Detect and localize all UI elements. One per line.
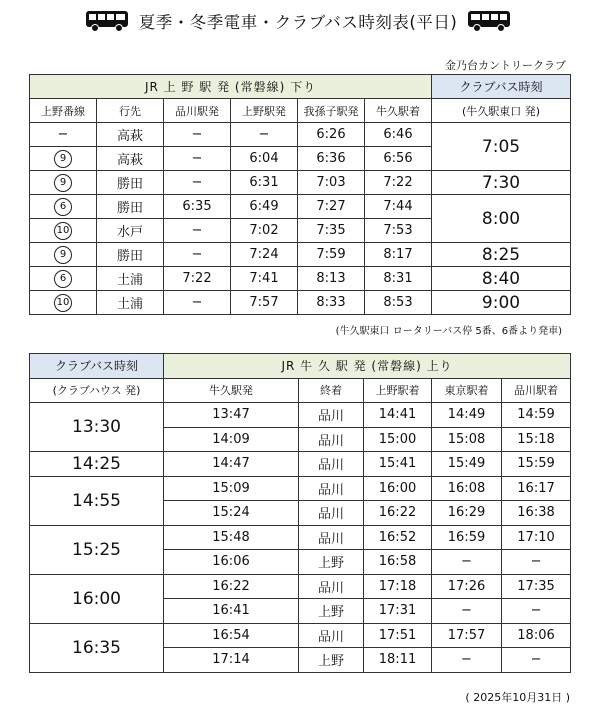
table-row: [30, 123, 571, 147]
bus-title: クラブバス時刻: [432, 75, 571, 99]
platform-number-badge: 9: [54, 246, 72, 264]
time-cell: 17:57: [432, 623, 502, 648]
time-cell: −: [502, 550, 571, 575]
platform-number-badge: 10: [54, 222, 72, 240]
bus-time-cell: 14:25: [30, 452, 164, 477]
destination-cell: 品川: [299, 525, 364, 550]
bus-time-cell: 7:30: [432, 171, 571, 195]
time-cell: 15:18: [502, 427, 571, 452]
platform-cell: [30, 267, 97, 291]
time-cell: 15:08: [432, 427, 502, 452]
destination-cell: 品川: [299, 501, 364, 526]
time-cell: 14:41: [364, 403, 432, 428]
title-row: [0, 6, 596, 36]
column-header: 行先: [97, 99, 164, 123]
time-cell: 7:22: [164, 267, 231, 291]
destination-cell: 品川: [299, 403, 364, 428]
time-cell: 8:53: [365, 291, 432, 315]
column-header: 上野番線: [30, 99, 97, 123]
bus-time-cell: 8:00: [432, 195, 571, 243]
platform-cell: [30, 195, 97, 219]
bus-icon: [85, 10, 129, 32]
bus-subtitle: (クラブハウス 発): [30, 378, 164, 403]
ueno-departure-table: [29, 74, 571, 315]
time-cell: 16:06: [164, 550, 299, 575]
column-header: 品川駅着: [502, 378, 571, 403]
time-cell: 16:52: [364, 525, 432, 550]
bus-time-cell: 16:00: [30, 574, 164, 623]
time-cell: 16:41: [164, 599, 299, 624]
table-row: [30, 476, 571, 501]
time-cell: −: [502, 599, 571, 624]
table-row: [30, 403, 571, 428]
time-cell: 8:13: [298, 267, 365, 291]
column-header: 東京駅着: [432, 378, 502, 403]
time-cell: 7:03: [298, 171, 365, 195]
time-cell: 6:31: [231, 171, 298, 195]
time-cell: 6:49: [231, 195, 298, 219]
time-cell: 16:58: [364, 550, 432, 575]
column-header: 牛久駅着: [365, 99, 432, 123]
table-row: [30, 267, 571, 291]
time-cell: 18:11: [364, 648, 432, 673]
time-cell: 7:24: [231, 243, 298, 267]
time-cell: −: [164, 147, 231, 171]
time-cell: −: [164, 243, 231, 267]
time-cell: 16:08: [432, 476, 502, 501]
time-cell: 16:59: [432, 525, 502, 550]
platform-cell: [30, 147, 97, 171]
destination-cell: 上野: [299, 599, 364, 624]
destination-cell: 品川: [299, 427, 364, 452]
bus-time-cell: 13:30: [30, 403, 164, 452]
table-row: [30, 171, 571, 195]
time-cell: 17:18: [364, 574, 432, 599]
time-cell: 16:22: [364, 501, 432, 526]
destination-cell: 品川: [299, 623, 364, 648]
platform-number-badge: 6: [54, 198, 72, 216]
bus-title: クラブバス時刻: [30, 354, 164, 379]
time-cell: −: [164, 219, 231, 243]
bus-time-cell: 14:55: [30, 476, 164, 525]
platform-cell: −: [30, 123, 97, 147]
time-cell: 7:53: [365, 219, 432, 243]
time-cell: 17:51: [364, 623, 432, 648]
time-cell: 6:04: [231, 147, 298, 171]
destination-cell: 品川: [299, 476, 364, 501]
time-cell: 17:14: [164, 648, 299, 673]
platform-cell: [30, 219, 97, 243]
destination-cell: 高萩: [97, 123, 164, 147]
column-header: 牛久駅発: [164, 378, 299, 403]
time-cell: 15:49: [432, 452, 502, 477]
column-header: 上野駅着: [364, 378, 432, 403]
platform-cell: [30, 291, 97, 315]
bus-time-cell: 15:25: [30, 525, 164, 574]
column-header: 我孫子駅発: [298, 99, 365, 123]
platform-number-badge: 10: [54, 294, 72, 312]
table-row: [30, 452, 571, 477]
time-cell: 7:41: [231, 267, 298, 291]
time-cell: 15:24: [164, 501, 299, 526]
bus-time-cell: 8:40: [432, 267, 571, 291]
time-cell: −: [432, 550, 502, 575]
time-cell: −: [432, 648, 502, 673]
time-cell: 17:10: [502, 525, 571, 550]
bus-time-cell: 9:00: [432, 291, 571, 315]
page-title: 夏季・冬季電車・クラブバス時刻表(平日): [138, 13, 458, 32]
destination-cell: 高萩: [97, 147, 164, 171]
ushiku-departure-table: [29, 353, 571, 673]
column-header: 品川駅発: [164, 99, 231, 123]
time-cell: 7:35: [298, 219, 365, 243]
platform-number-badge: 6: [54, 270, 72, 288]
destination-cell: 品川: [299, 452, 364, 477]
destination-cell: 水戸: [97, 219, 164, 243]
time-cell: 8:31: [365, 267, 432, 291]
table-row: [30, 623, 571, 648]
platform-number-badge: 9: [54, 150, 72, 168]
time-cell: 8:17: [365, 243, 432, 267]
time-cell: 14:49: [432, 403, 502, 428]
time-cell: 15:41: [364, 452, 432, 477]
section-title: JR 牛 久 駅 発 (常磐線) 上り: [164, 354, 571, 379]
time-cell: 18:06: [502, 623, 571, 648]
table-row: [30, 291, 571, 315]
column-header: 終着: [299, 378, 364, 403]
time-cell: −: [432, 599, 502, 624]
time-cell: −: [164, 291, 231, 315]
time-cell: −: [164, 171, 231, 195]
time-cell: 15:48: [164, 525, 299, 550]
destination-cell: 土浦: [97, 267, 164, 291]
time-cell: −: [164, 123, 231, 147]
time-cell: 14:59: [502, 403, 571, 428]
time-cell: 13:47: [164, 403, 299, 428]
time-cell: 16:38: [502, 501, 571, 526]
time-cell: 7:02: [231, 219, 298, 243]
time-cell: −: [231, 123, 298, 147]
time-cell: 15:59: [502, 452, 571, 477]
platform-cell: [30, 243, 97, 267]
time-cell: 7:57: [231, 291, 298, 315]
destination-cell: 品川: [299, 574, 364, 599]
effective-date: ( 2025年10月31日 ): [465, 691, 570, 704]
destination-cell: 上野: [299, 648, 364, 673]
section-title: JR 上 野 駅 発 (常磐線) 下り: [30, 75, 432, 99]
platform-cell: [30, 171, 97, 195]
time-cell: 16:00: [364, 476, 432, 501]
time-cell: 16:29: [432, 501, 502, 526]
table-row: [30, 574, 571, 599]
bus-time-cell: 16:35: [30, 623, 164, 672]
destination-cell: 勝田: [97, 195, 164, 219]
bus-time-cell: 8:25: [432, 243, 571, 267]
time-cell: 6:56: [365, 147, 432, 171]
time-cell: 14:09: [164, 427, 299, 452]
time-cell: 8:33: [298, 291, 365, 315]
time-cell: 6:36: [298, 147, 365, 171]
destination-cell: 勝田: [97, 243, 164, 267]
time-cell: 7:27: [298, 195, 365, 219]
club-name: 金乃台カントリークラブ: [445, 59, 566, 72]
time-cell: 14:47: [164, 452, 299, 477]
time-cell: −: [502, 648, 571, 673]
time-cell: 15:00: [364, 427, 432, 452]
time-cell: 6:35: [164, 195, 231, 219]
time-cell: 6:46: [365, 123, 432, 147]
destination-cell: 土浦: [97, 291, 164, 315]
time-cell: 16:54: [164, 623, 299, 648]
time-cell: 17:35: [502, 574, 571, 599]
time-cell: 7:44: [365, 195, 432, 219]
column-header: 上野駅発: [231, 99, 298, 123]
time-cell: 6:26: [298, 123, 365, 147]
time-cell: 17:31: [364, 599, 432, 624]
destination-cell: 勝田: [97, 171, 164, 195]
bus-time-cell: 7:05: [432, 123, 571, 171]
table-row: [30, 525, 571, 550]
bus-stop-note: (牛久駅東口 ロータリーバス停 5番、6番より発車): [335, 326, 562, 337]
bus-subtitle: (牛久駅東口 発): [432, 99, 571, 123]
time-cell: 7:22: [365, 171, 432, 195]
time-cell: 16:17: [502, 476, 571, 501]
table-row: [30, 243, 571, 267]
time-cell: 7:59: [298, 243, 365, 267]
time-cell: 15:09: [164, 476, 299, 501]
time-cell: 17:26: [432, 574, 502, 599]
table-row: [30, 195, 571, 219]
time-cell: 16:22: [164, 574, 299, 599]
destination-cell: 上野: [299, 550, 364, 575]
platform-number-badge: 9: [54, 174, 72, 192]
bus-icon: [467, 10, 511, 32]
